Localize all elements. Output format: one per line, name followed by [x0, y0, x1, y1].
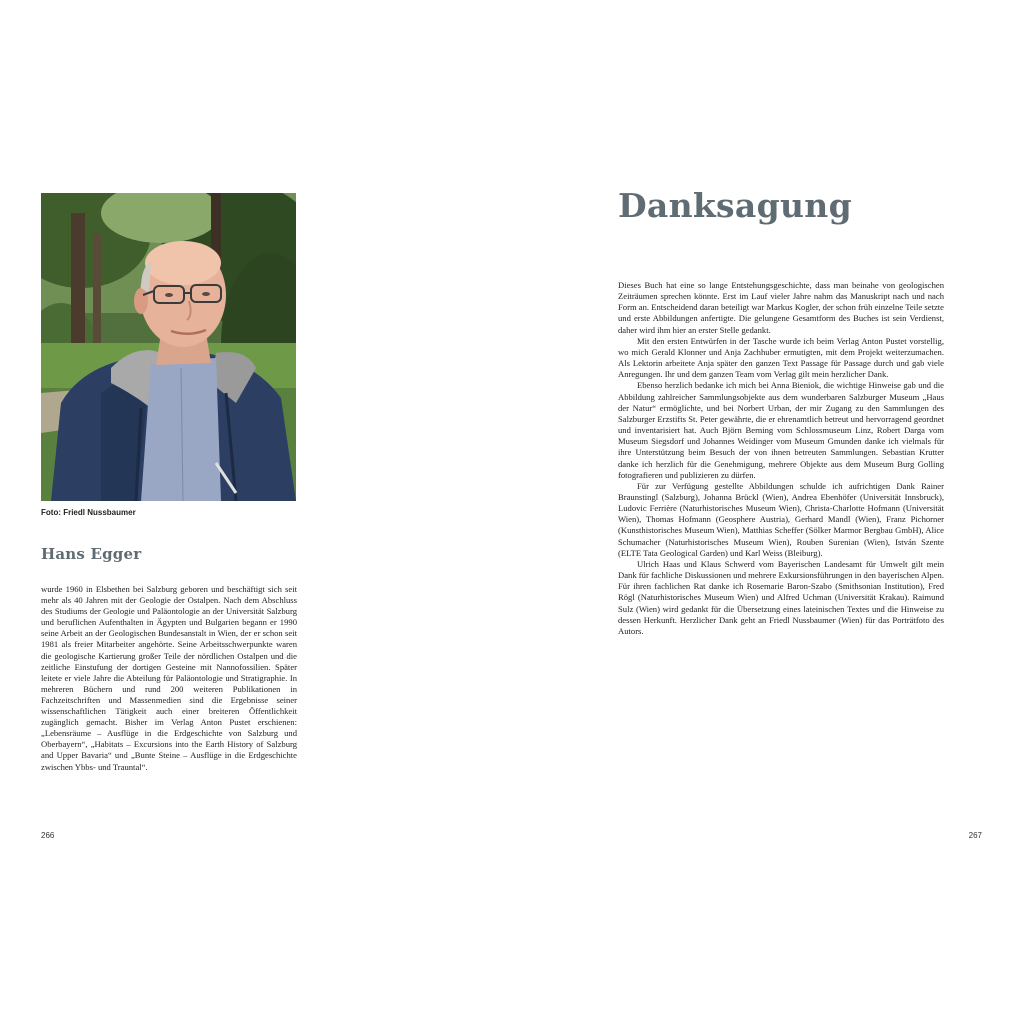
acknowledgements-paragraph: Mit den ersten Entwürfen in der Tasche wurde ich beim Verlag Anton Pustet vorstellig, wo mich Gerald Klonner und Anja Zachhuber ermutigten, mit dem Projekt weiterzumachen. Als Lektorin arbeitete Anja später den ganzen Text Passage für Passage durch und gab viele Anregungen. Ihr und dem ganzen Team vom Verlag gilt mein herzlicher Dank. [618, 335, 944, 380]
acknowledgements-paragraph: Dieses Buch hat eine so lange Entstehungsgeschichte, dass man beinahe von geologischen Zeiträumen sprechen könnte. Erst im Lauf vieler Jahre nahm das Manuskript nach und nach Form an. Entscheidend daran beteiligt war Markus Kogler, der schon früh einzelne Teile setzte und erste Abbildungen anfertigte. Die gelungene Gesamtform des Buches ist sein Verdienst, daher wird ihm hier an erster Stelle gedankt. [618, 280, 944, 335]
acknowledgements-paragraph: Ebenso herzlich bedanke ich mich bei Anna Bieniok, die wichtige Hinweise gab und die Abbildung zahlreicher Sammlungsobjekte aus dem wunderbaren Salzburger Museum „Haus der Natur“ ermöglichte, und bei Norbert Urban, der mir Zugang zu den Sammlungen des Salzburger Erzstifts St. Peter gewährte, die er ehrenamtlich betreut und hervorragend geordnet und inventarisiert hat. Auch Björn Berning vom Schlossmuseum Linz, Robert Darga vom Museum Siegsdorf und Johannes Weidinger vom Museum Gmunden danke ich vielmals für ihre Unterstützung beim Besuch der von ihnen betreuten Sammlungen. Sebastian Krutter danke ich herzlich für die Genehmigung, mehrere Objekte aus dem Museum Burg Golling fotografieren und publizieren zu dürfen. [618, 380, 944, 480]
page-number-left: 266 [41, 831, 55, 840]
author-name-heading: Hans Egger [41, 545, 142, 563]
acknowledgements-paragraph: Ulrich Haas und Klaus Schwerd vom Bayerischen Landesamt für Umwelt gilt mein Dank für fachliche Diskussionen und mehrere Exkursionsführungen in den bayerischen Alpen. Für ihren fachlichen Rat danke ich Rosemarie Baron-Szabo (Smithsonian Institution), Fred Rögl (Naturhistorisches Museum Wien) und Alfred Uchman (Universität Krakau). Raimund Sulz (Wien) wird gedankt für die Übersetzung eines lateinischen Textes und die Hinweise zu dessen Herkunft. Herzlicher Dank geht an Friedl Nussbaumer (Wien) für das Porträtfoto des Autors. [618, 558, 944, 636]
author-portrait-photo [41, 193, 296, 501]
acknowledgements-paragraph: Für zur Verfügung gestellte Abbildungen schulde ich aufrichtigen Dank Rainer Braunstingl (Salzburg), Johanna Brückl (Wien), Andrea Ebenhöfer (Universität Innsbruck), Ludovic Ferrière (Naturhistorisches Museum Wien), Christa-Charlotte Hofmann (Universität Wien), Thomas Hofmann (Geosphere Austria), Gerhard Mandl (Wien), Franz Pichorner (Kunsthistorisches Museum Wien), Matthias Scheffer (Sölker Marmor Bergbau GmbH), Alice Schumacher (Naturhistorisches Museum Wien), Rouben Surenian (Wien), István Szente (ELTE Tata Geological Garden) und Karl Weiss (Bleiburg). [618, 480, 944, 558]
right-page [512, 0, 1024, 1024]
page-number-right: 267 [968, 831, 982, 840]
author-bio-text: wurde 1960 in Elsbethen bei Salzburg geboren und beschäftigt sich seit mehr als 40 Jahren mit der Geologie der Ostalpen. Nach dem Abschluss des Studiums der Geologie und Paläontologie an der Universität Salzburg und beruflichen Aufenthalten in Ägypten und Bulgarien begann er 1990 seine Arbeit an der Geologischen Bundesanstalt in Wien, der er schon seit 1981 als freier Mitarbeiter angehörte. Seine Arbeitsschwerpunkte waren die geologische Kartierung großer Teile der nördlichen Ostalpen und die zeitliche Einstufung der dortigen Gesteine mit Nannofossilien. Später leitete er viele Jahre die Abteilung für Paläontologie und Stratigraphie. In mehreren Büchern und rund 200 weiteren Publikationen in Fachzeitschriften und Massenmedien sind die Ergebnisse seiner wissenschaftlichen Tätigkeit auch einer breiteren Öffentlichkeit zugänglich gemacht. Bisher im Verlag Anton Pustet erschienen: „Lebensräume – Ausflüge in die Erdgeschichte von Salzburg und Oberbayern“, „Habitats – Excursions into the Earth History of Salzburg and Upper Bavaria“ und „Bunte Steine – Ausflüge in die Erdgeschichte zwischen Ybbs- und Trauntal“. [41, 584, 297, 772]
acknowledgements-heading: Danksagung [618, 186, 852, 225]
acknowledgements-text [618, 280, 944, 637]
photo-caption: Foto: Friedl Nussbaumer [41, 508, 136, 517]
